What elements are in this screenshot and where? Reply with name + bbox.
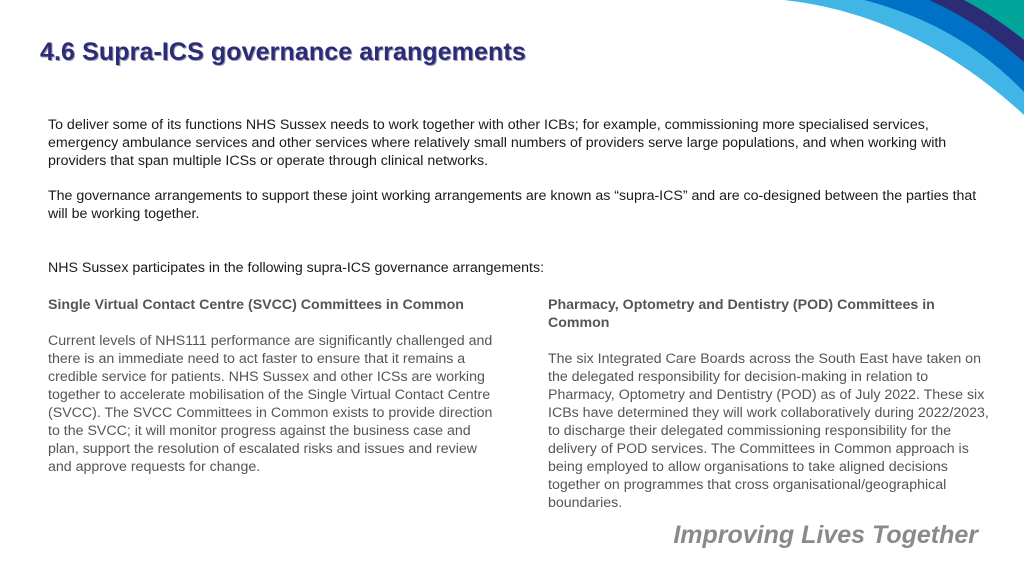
svcc-column (48, 296, 498, 476)
svcc-heading: Single Virtual Contact Centre (SVCC) Committees in Common (48, 297, 464, 313)
pod-heading: Pharmacy, Optometry and Dentistry (POD) Committees in Common (548, 297, 935, 331)
corner-swoosh-graphic (724, 0, 1024, 130)
governance-paragraph: The governance arrangements to support these joint working arrangements are known as “supra-ICS” and are co-designed between the parties that will be working together. (48, 188, 977, 222)
pod-body: The six Integrated Care Boards across the South East have taken on the delegated responsibility for decision-making in relation to Pharmacy, Optometry and Dentistry (POD) as of July 2022. These six ICBs have determined they will work collaboratively during 2022/2023, to discharge their delegated commissioning responsibility for the delivery of POD services. The Committees in Common approach is being employed to allow organisations to take aligned decisions together on programmes that cross organisational/geographical boundaries. (548, 351, 989, 511)
participation-paragraph: NHS Sussex participates in the following supra-ICS governance arrangements: (48, 260, 545, 276)
svcc-body: Current levels of NHS111 performance are significantly challenged and there is an immediate need to act faster to ensure that it remains a credible service for patients. NHS Sussex and other ICSs are working together to accelerate mobilisation of the Single Virtual Contact Centre (SVCC). The SVCC Committees in Common exists to provide direction to the SVCC; it will monitor progress against the business case and plan, support the resolution of escalated risks and issues and review and approve requests for change. (48, 333, 493, 475)
pod-column (548, 296, 994, 512)
tagline: Improving Lives Together (673, 521, 978, 549)
page-title: 4.6 Supra-ICS governance arrangements (40, 38, 526, 66)
intro-paragraph: To deliver some of its functions NHS Sussex needs to work together with other ICBs; for example, commissioning more specialised services, emergency ambulance services and other services where relatively small numbers of providers serve large populations, and when working with providers that span multiple ICSs or operate through clinical networks. (48, 117, 947, 169)
